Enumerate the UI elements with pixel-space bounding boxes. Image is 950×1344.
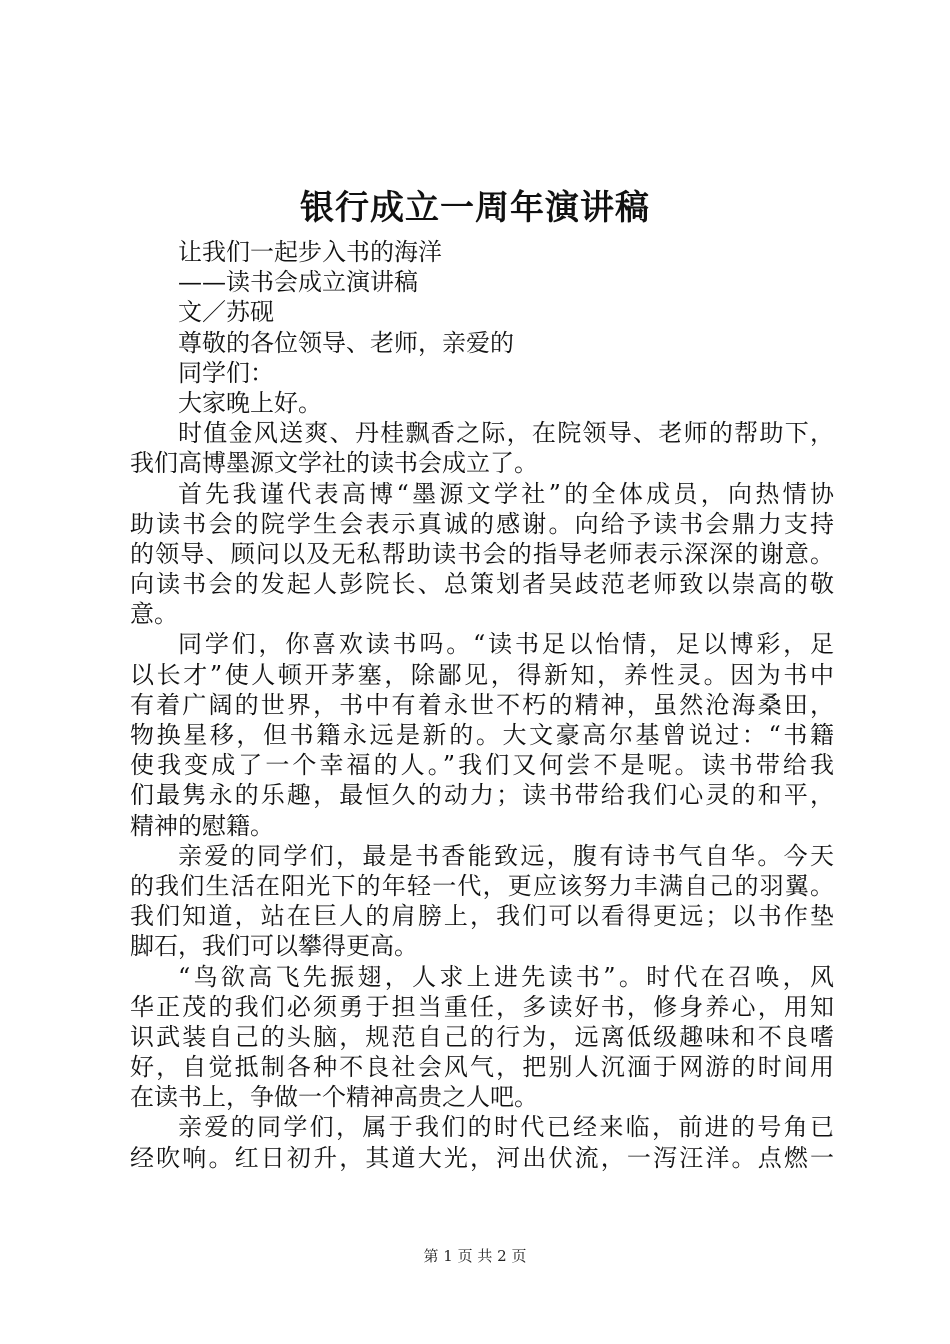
body-line: 我们知道，站在巨人的肩膀上，我们可以看得更远；以书作垫 <box>130 902 834 931</box>
body-line: 们最隽永的乐趣，最恒久的动力；读书带给我们心灵的和平， <box>130 781 834 810</box>
body-line: 向读书会的发起人彭院长、总策划者吴歧范老师致以崇高的敬 <box>130 570 834 599</box>
body-line: 同学们，你喜欢读书吗。“读书足以怡情，足以博彩，足 <box>178 630 834 659</box>
page-footer: 第 1 页 共 2 页 <box>423 1247 527 1265</box>
body-line: 意。 <box>130 600 178 629</box>
body-line: 助读书会的院学生会表示真诚的感谢。向给予读书会鼎力支持 <box>130 509 834 538</box>
body-line: 尊敬的各位领导、老师，亲爱的 <box>178 328 514 357</box>
body-line: 亲爱的同学们，最是书香能致远，腹有诗书气自华。今天 <box>178 841 834 870</box>
body-line: 首先我谨代表高博“墨源文学社”的全体成员，向热情协 <box>178 479 834 508</box>
body-line: 使我变成了一个幸福的人。”我们又何尝不是呢。读书带给我 <box>130 751 834 780</box>
body-line: 在读书上，争做一个精神高贵之人吧。 <box>130 1083 538 1112</box>
body-line: 脚石，我们可以攀得更高。 <box>130 932 418 961</box>
body-line: 的领导、顾问以及无私帮助读书会的指导老师表示深深的谢意。 <box>130 539 834 568</box>
body-line: “鸟欲高飞先振翅，人求上进先读书”。时代在召唤，风 <box>178 962 834 991</box>
body-line: 同学们： <box>178 358 274 387</box>
body-line: 让我们一起步入书的海洋 <box>178 238 442 266</box>
body-line: 精神的慰籍。 <box>130 811 274 840</box>
body-line: 华正茂的我们必须勇于担当重任，多读好书，修身养心，用知 <box>130 992 834 1021</box>
document-body <box>130 237 834 1173</box>
body-line: 亲爱的同学们，属于我们的时代已经来临，前进的号角已 <box>178 1113 834 1142</box>
body-line: 文／苏砚 <box>178 298 274 327</box>
body-line: 好，自觉抵制各种不良社会风气，把别人沉湎于网游的时间用 <box>130 1053 834 1082</box>
body-line: ——读书会成立演讲稿 <box>178 268 418 297</box>
document-title: 银行成立一周年演讲稿 <box>300 188 650 228</box>
body-line: 有着广阔的世界，书中有着永世不朽的精神，虽然沧海桑田， <box>130 690 834 719</box>
body-line: 以长才”使人顿开茅塞，除鄙见，得新知，养性灵。因为书中 <box>130 660 834 689</box>
body-line: 时值金风送爽、丹桂飘香之际，在院领导、老师的帮助下， <box>178 419 834 448</box>
body-line: 我们高博墨源文学社的读书会成立了。 <box>130 449 538 478</box>
body-line: 识武装自己的头脑，规范自己的行为，远离低级趣味和不良嗜 <box>130 1022 834 1051</box>
body-line: 物换星移，但书籍永远是新的。大文豪高尔基曾说过：“书籍 <box>130 721 834 749</box>
body-line: 经吹响。红日初升，其道大光，河出伏流，一泻汪洋。点燃一 <box>130 1143 834 1172</box>
body-line: 大家晚上好。 <box>178 388 322 417</box>
body-line: 的我们生活在阳光下的年轻一代，更应该努力丰满自己的羽翼。 <box>130 871 834 900</box>
